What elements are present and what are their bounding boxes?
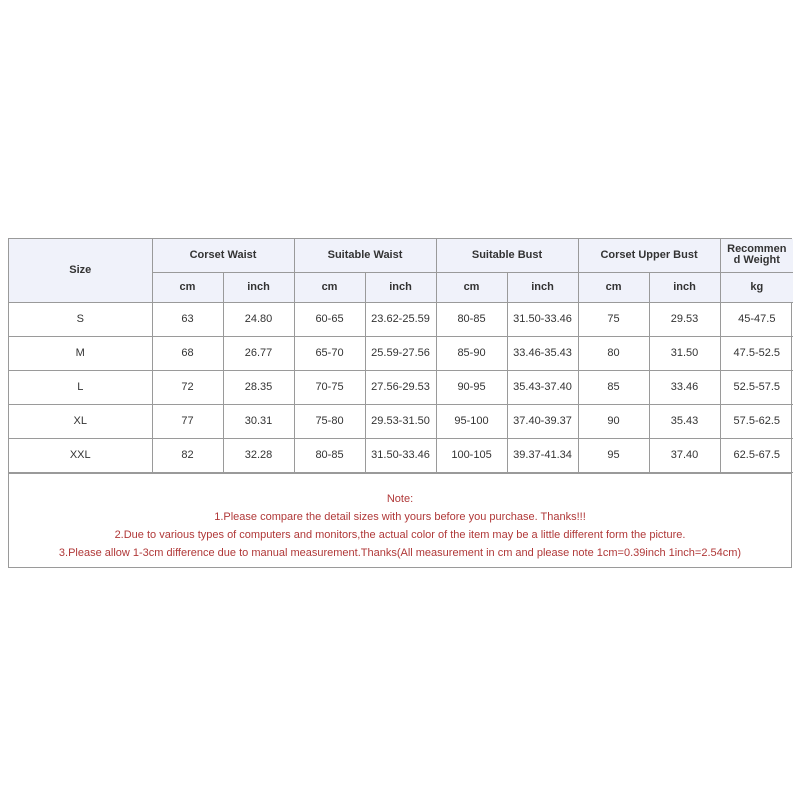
corset-upper-bust-cm-cell: 80 [578, 336, 649, 370]
corset-upper-bust-inch-cell: 33.46 [649, 370, 720, 404]
suitable-bust-cm-cell: 100-105 [436, 438, 507, 472]
suitable-bust-cm-cell: 95-100 [436, 404, 507, 438]
unit-header: inch [365, 272, 436, 302]
suitable-bust-cm-cell: 85-90 [436, 336, 507, 370]
suitable-bust-inch-value: 37.40-39.37 [513, 415, 572, 427]
recommend-weight-label: Recommend Weight [727, 243, 787, 267]
unit-header: inch [649, 272, 720, 302]
corset-upper-bust-header: Corset Upper Bust [578, 239, 720, 272]
corset-waist-header: Corset Waist [152, 239, 294, 272]
table-row [9, 336, 793, 370]
suitable-waist-cm-cell: 75-80 [294, 404, 365, 438]
note-line-2: 2.Due to various types of computers and monitors,the actual color of the item may be a little different form the picture. [114, 528, 686, 541]
suitable-bust-inch-value: 31.50-33.46 [513, 313, 572, 325]
recommend-weight-header [720, 239, 793, 272]
corset-waist-cm-cell: 72 [152, 370, 223, 404]
notes-section [9, 473, 791, 567]
weight-kg-cell: 62.5-67.5 [720, 438, 793, 472]
corset-waist-cm-cell: 68 [152, 336, 223, 370]
group-header-row [9, 239, 793, 272]
suitable-bust-inch-cell [507, 438, 578, 472]
suitable-waist-cm-cell: 60-65 [294, 302, 365, 336]
suitable-waist-inch-value: 25.59-27.56 [371, 347, 430, 359]
corset-upper-bust-inch-cell: 35.43 [649, 404, 720, 438]
suitable-waist-inch-cell [365, 336, 436, 370]
corset-upper-bust-inch-cell: 29.53 [649, 302, 720, 336]
unit-header: cm [152, 272, 223, 302]
suitable-waist-inch-value: 29.53-31.50 [371, 415, 430, 427]
corset-waist-inch-cell: 30.31 [223, 404, 294, 438]
corset-upper-bust-cm-cell: 85 [578, 370, 649, 404]
size-cell: L [9, 370, 152, 404]
size-header: Size [9, 239, 152, 302]
size-cell: M [9, 336, 152, 370]
corset-waist-cm-cell: 82 [152, 438, 223, 472]
size-cell: XXL [9, 438, 152, 472]
suitable-bust-cm-cell: 80-85 [436, 302, 507, 336]
suitable-waist-inch-cell [365, 302, 436, 336]
suitable-bust-inch-value: 39.37-41.34 [513, 449, 572, 461]
suitable-waist-inch-value: 27.56-29.53 [371, 381, 430, 393]
weight-kg-cell: 47.5-52.5 [720, 336, 793, 370]
size-cell: S [9, 302, 152, 336]
suitable-waist-header: Suitable Waist [294, 239, 436, 272]
suitable-bust-header: Suitable Bust [436, 239, 578, 272]
size-chart [8, 238, 792, 568]
unit-header: cm [436, 272, 507, 302]
table-row [9, 370, 793, 404]
weight-kg-cell: 52.5-57.5 [720, 370, 793, 404]
suitable-waist-cm-cell: 70-75 [294, 370, 365, 404]
weight-kg-cell: 57.5-62.5 [720, 404, 793, 438]
suitable-bust-inch-value: 35.43-37.40 [513, 381, 572, 393]
suitable-waist-inch-cell [365, 438, 436, 472]
corset-waist-cm-cell: 77 [152, 404, 223, 438]
unit-header: inch [507, 272, 578, 302]
unit-header: cm [294, 272, 365, 302]
suitable-waist-cm-cell: 80-85 [294, 438, 365, 472]
note-line-3: 3.Please allow 1-3cm difference due to manual measurement.Thanks(All measurement in cm and please note 1cm=0.39inch 1inch=2.54cm) [58, 546, 742, 559]
suitable-waist-cm-cell: 65-70 [294, 336, 365, 370]
note-title: Note: [386, 492, 414, 505]
size-table [9, 239, 793, 473]
unit-header: kg [720, 272, 793, 302]
table-row [9, 404, 793, 438]
corset-upper-bust-cm-cell: 75 [578, 302, 649, 336]
corset-upper-bust-inch-cell: 31.50 [649, 336, 720, 370]
suitable-waist-inch-value: 23.62-25.59 [371, 313, 430, 325]
table-row [9, 438, 793, 472]
corset-waist-inch-cell: 24.80 [223, 302, 294, 336]
corset-waist-cm-cell: 63 [152, 302, 223, 336]
corset-waist-inch-cell: 26.77 [223, 336, 294, 370]
corset-waist-inch-cell: 32.28 [223, 438, 294, 472]
table-row [9, 302, 793, 336]
note-line-1: 1.Please compare the detail sizes with yours before you purchase. Thanks!!! [214, 510, 586, 523]
suitable-waist-inch-cell [365, 370, 436, 404]
suitable-bust-inch-cell [507, 336, 578, 370]
suitable-bust-inch-value: 33.46-35.43 [513, 347, 572, 359]
suitable-bust-inch-cell [507, 370, 578, 404]
suitable-bust-cm-cell: 90-95 [436, 370, 507, 404]
weight-kg-cell: 45-47.5 [720, 302, 793, 336]
corset-waist-inch-cell: 28.35 [223, 370, 294, 404]
suitable-bust-inch-cell [507, 404, 578, 438]
corset-upper-bust-cm-cell: 90 [578, 404, 649, 438]
unit-header: cm [578, 272, 649, 302]
suitable-waist-inch-value: 31.50-33.46 [371, 449, 430, 461]
corset-upper-bust-cm-cell: 95 [578, 438, 649, 472]
suitable-waist-inch-cell [365, 404, 436, 438]
corset-upper-bust-inch-cell: 37.40 [649, 438, 720, 472]
suitable-bust-inch-cell [507, 302, 578, 336]
size-cell: XL [9, 404, 152, 438]
unit-header: inch [223, 272, 294, 302]
